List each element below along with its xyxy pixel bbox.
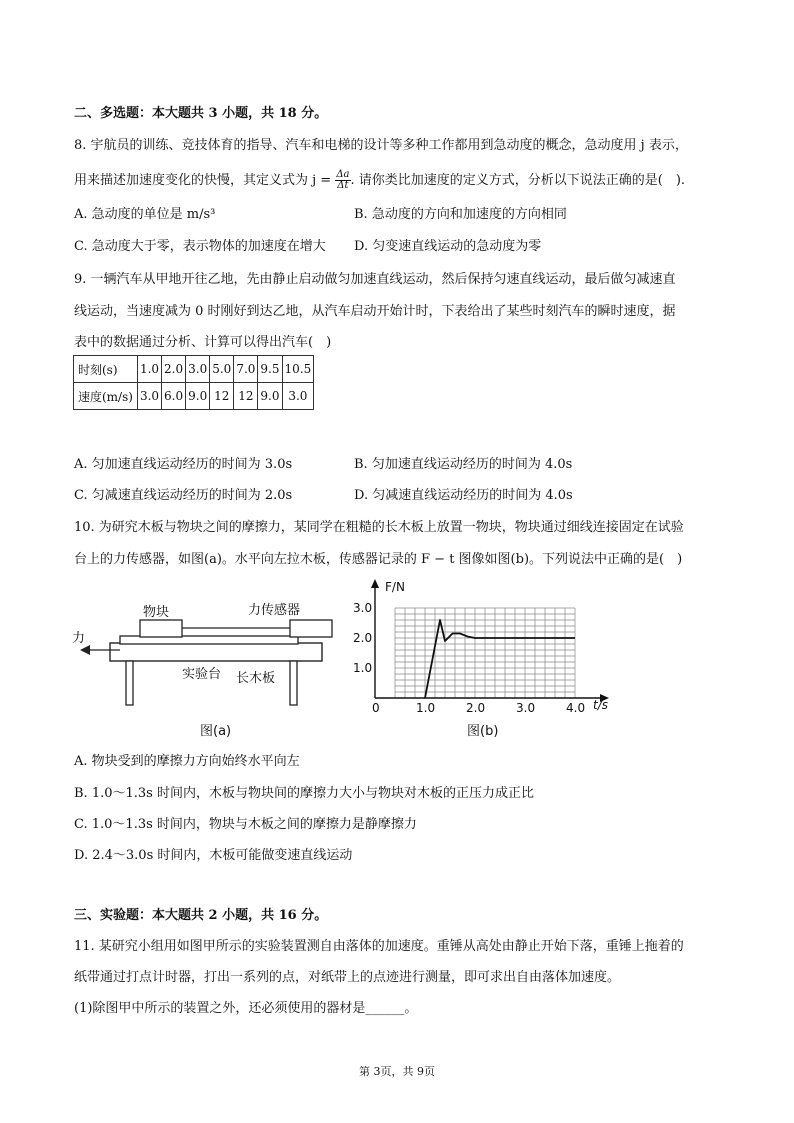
force-sensor [290, 620, 332, 637]
table-cell: 6.0 [162, 383, 186, 410]
table-label: 实验台 [182, 667, 222, 682]
arrow-head [80, 645, 90, 655]
question-8-line-2 [74, 170, 724, 191]
table-cell: 时刻(s) [74, 356, 138, 383]
block [140, 620, 182, 637]
question-8-option-b: B. 急动度的方向和加速度的方向相同 [354, 207, 567, 222]
table-row-time [74, 356, 314, 383]
question-11-line-1: 11. 某研究小组用如图甲所示的实验装置测自由落体的加速度。重锤从高处由静止开始下落，重锤上拖着的 [74, 939, 684, 954]
table-leg-left [126, 661, 133, 705]
apparatus-figure-a [60, 590, 340, 750]
question-9-option-a: A. 匀加速直线运动经历的时间为 3.0s [74, 457, 293, 472]
question-9-options-row-1 [74, 455, 724, 475]
question-10-line-2: 台上的力传感器，如图(a)。水平向左拉木板，传感器记录的 F − t 图像如图(b)。下列说法中正确的是( ) [74, 552, 683, 567]
table-cell: 3.0 [137, 383, 161, 410]
x-tick-label: 0 [372, 701, 380, 715]
table-cell: 9.5 [258, 356, 282, 383]
chart-axes [371, 579, 609, 702]
question-10-option-c: C. 1.0～1.3s 时间内，物块与木板之间的摩擦力是静摩擦力 [74, 817, 417, 832]
fraction-numerator: Δa [336, 169, 350, 180]
question-10-option-a: A. 物块受到的摩擦力方向始终水平向左 [74, 754, 300, 769]
question-8-option-c: C. 急动度大于零，表示物体的加速度在增大 [74, 239, 326, 254]
fraction-denominator: Δt [337, 180, 349, 191]
table-cell: 2.0 [162, 356, 186, 383]
question-11-line-3: (1)除图甲中所示的装置之外，还必须使用的器材是______。 [74, 1001, 418, 1016]
x-tick-label: 2.0 [466, 701, 486, 715]
table-cell: 速度(m/s) [74, 383, 138, 410]
board-label: 长木板 [236, 671, 276, 686]
question-8-option-d: D. 匀变速直线运动的急动度为零 [354, 239, 542, 254]
question-8-options-row-1 [74, 205, 724, 225]
table-cell: 7.0 [234, 356, 258, 383]
question-11-line-2: 纸带通过打点计时器，打出一系列的点，对纸带上的点迹进行测量，即可求出自由落体加速度。 [74, 970, 621, 985]
question-9-line-2: 线运动，当速度减为 0 时刚好到达乙地，从汽车启动开始计时，下表给出了某些时刻汽车的瞬时速度，据 [74, 304, 676, 319]
x-tick-label: 4.0 [566, 701, 586, 715]
y-tick-label: 1.0 [353, 661, 373, 675]
section-heading-experiment: 三、实验题：本大题共 2 小题，共 16 分。 [74, 908, 328, 923]
table-cell: 5.0 [210, 356, 234, 383]
table-leg-right [290, 661, 297, 705]
table-cell: 9.0 [186, 383, 210, 410]
table-cell: 3.0 [282, 383, 314, 410]
table-top [110, 643, 322, 661]
question-9-line-1: 9. 一辆汽车从甲地开往乙地，先由静止启动做匀加速直线运动，然后保持匀速直线运动，最后做匀减速直 [74, 272, 676, 287]
question-10-option-d: D. 2.4～3.0s 时间内，木板可能做变速直线运动 [74, 848, 353, 863]
section-heading-multiple-choice: 二、多选题：本大题共 3 小题，共 18 分。 [74, 106, 328, 121]
table-cell: 3.0 [186, 356, 210, 383]
question-8-formula-prefix: 用来描述加速度变化的快慢，其定义式为 j = [74, 173, 336, 188]
x-tick-label: 3.0 [516, 701, 536, 715]
table-cell: 12 [234, 383, 258, 410]
caption-b: 图(b) [467, 724, 499, 739]
speed-time-table [73, 355, 314, 410]
question-10-line-1: 10. 为研究木板与物块之间的摩擦力，某同学在粗糙的长木板上放置一物块，物块通过细线连接固定在试验 [74, 520, 684, 535]
question-9-option-b: B. 匀加速直线运动经历的时间为 4.0s [354, 457, 573, 472]
sensor-label: 力传感器 [248, 603, 301, 618]
question-9-option-c: C. 匀减速直线运动经历的时间为 2.0s [74, 488, 293, 503]
caption-a: 图(a) [200, 724, 232, 739]
question-9-line-3: 表中的数据通过分析、计算可以得出汽车( ) [74, 335, 332, 350]
y-tick-label: 3.0 [353, 601, 373, 615]
question-9-options-row-2 [74, 486, 724, 506]
x-axis-label: t/s [593, 698, 608, 712]
chart-grid [395, 608, 575, 698]
y-axis-arrow [371, 579, 379, 588]
question-9-option-d: D. 匀减速直线运动经历的时间为 4.0s [354, 488, 573, 503]
table-cell: 9.0 [258, 383, 282, 410]
block-label: 物块 [143, 605, 170, 620]
question-10-option-b: B. 1.0～1.3s 时间内，木板与物块间的摩擦力大小与物块对木板的正压力成正比 [74, 786, 534, 801]
x-tick-label: 1.0 [416, 701, 436, 715]
y-axis-label: F/N [385, 580, 405, 594]
table-cell: 12 [210, 383, 234, 410]
question-8-line-2-end: . 请你类比加速度的定义方式，分析以下说法正确的是( ). [350, 173, 686, 188]
force-time-chart [345, 575, 615, 745]
table-row-speed [74, 383, 314, 410]
table-cell: 10.5 [282, 356, 314, 383]
table-cell: 1.0 [137, 356, 161, 383]
question-8-option-a: A. 急动度的单位是 m/s³ [74, 207, 216, 222]
force-label: 力 [72, 631, 86, 646]
y-tick-label: 2.0 [353, 631, 373, 645]
question-8-options-row-2 [74, 237, 724, 257]
formula-fraction [335, 170, 350, 191]
page-footer: 第 3页，共 9页 [359, 1065, 435, 1078]
question-8-line-1: 8. 宇航员的训练、竞技体育的指导、汽车和电梯的设计等多种工作都用到急动度的概念，急动度用 j 表示， [74, 138, 688, 153]
